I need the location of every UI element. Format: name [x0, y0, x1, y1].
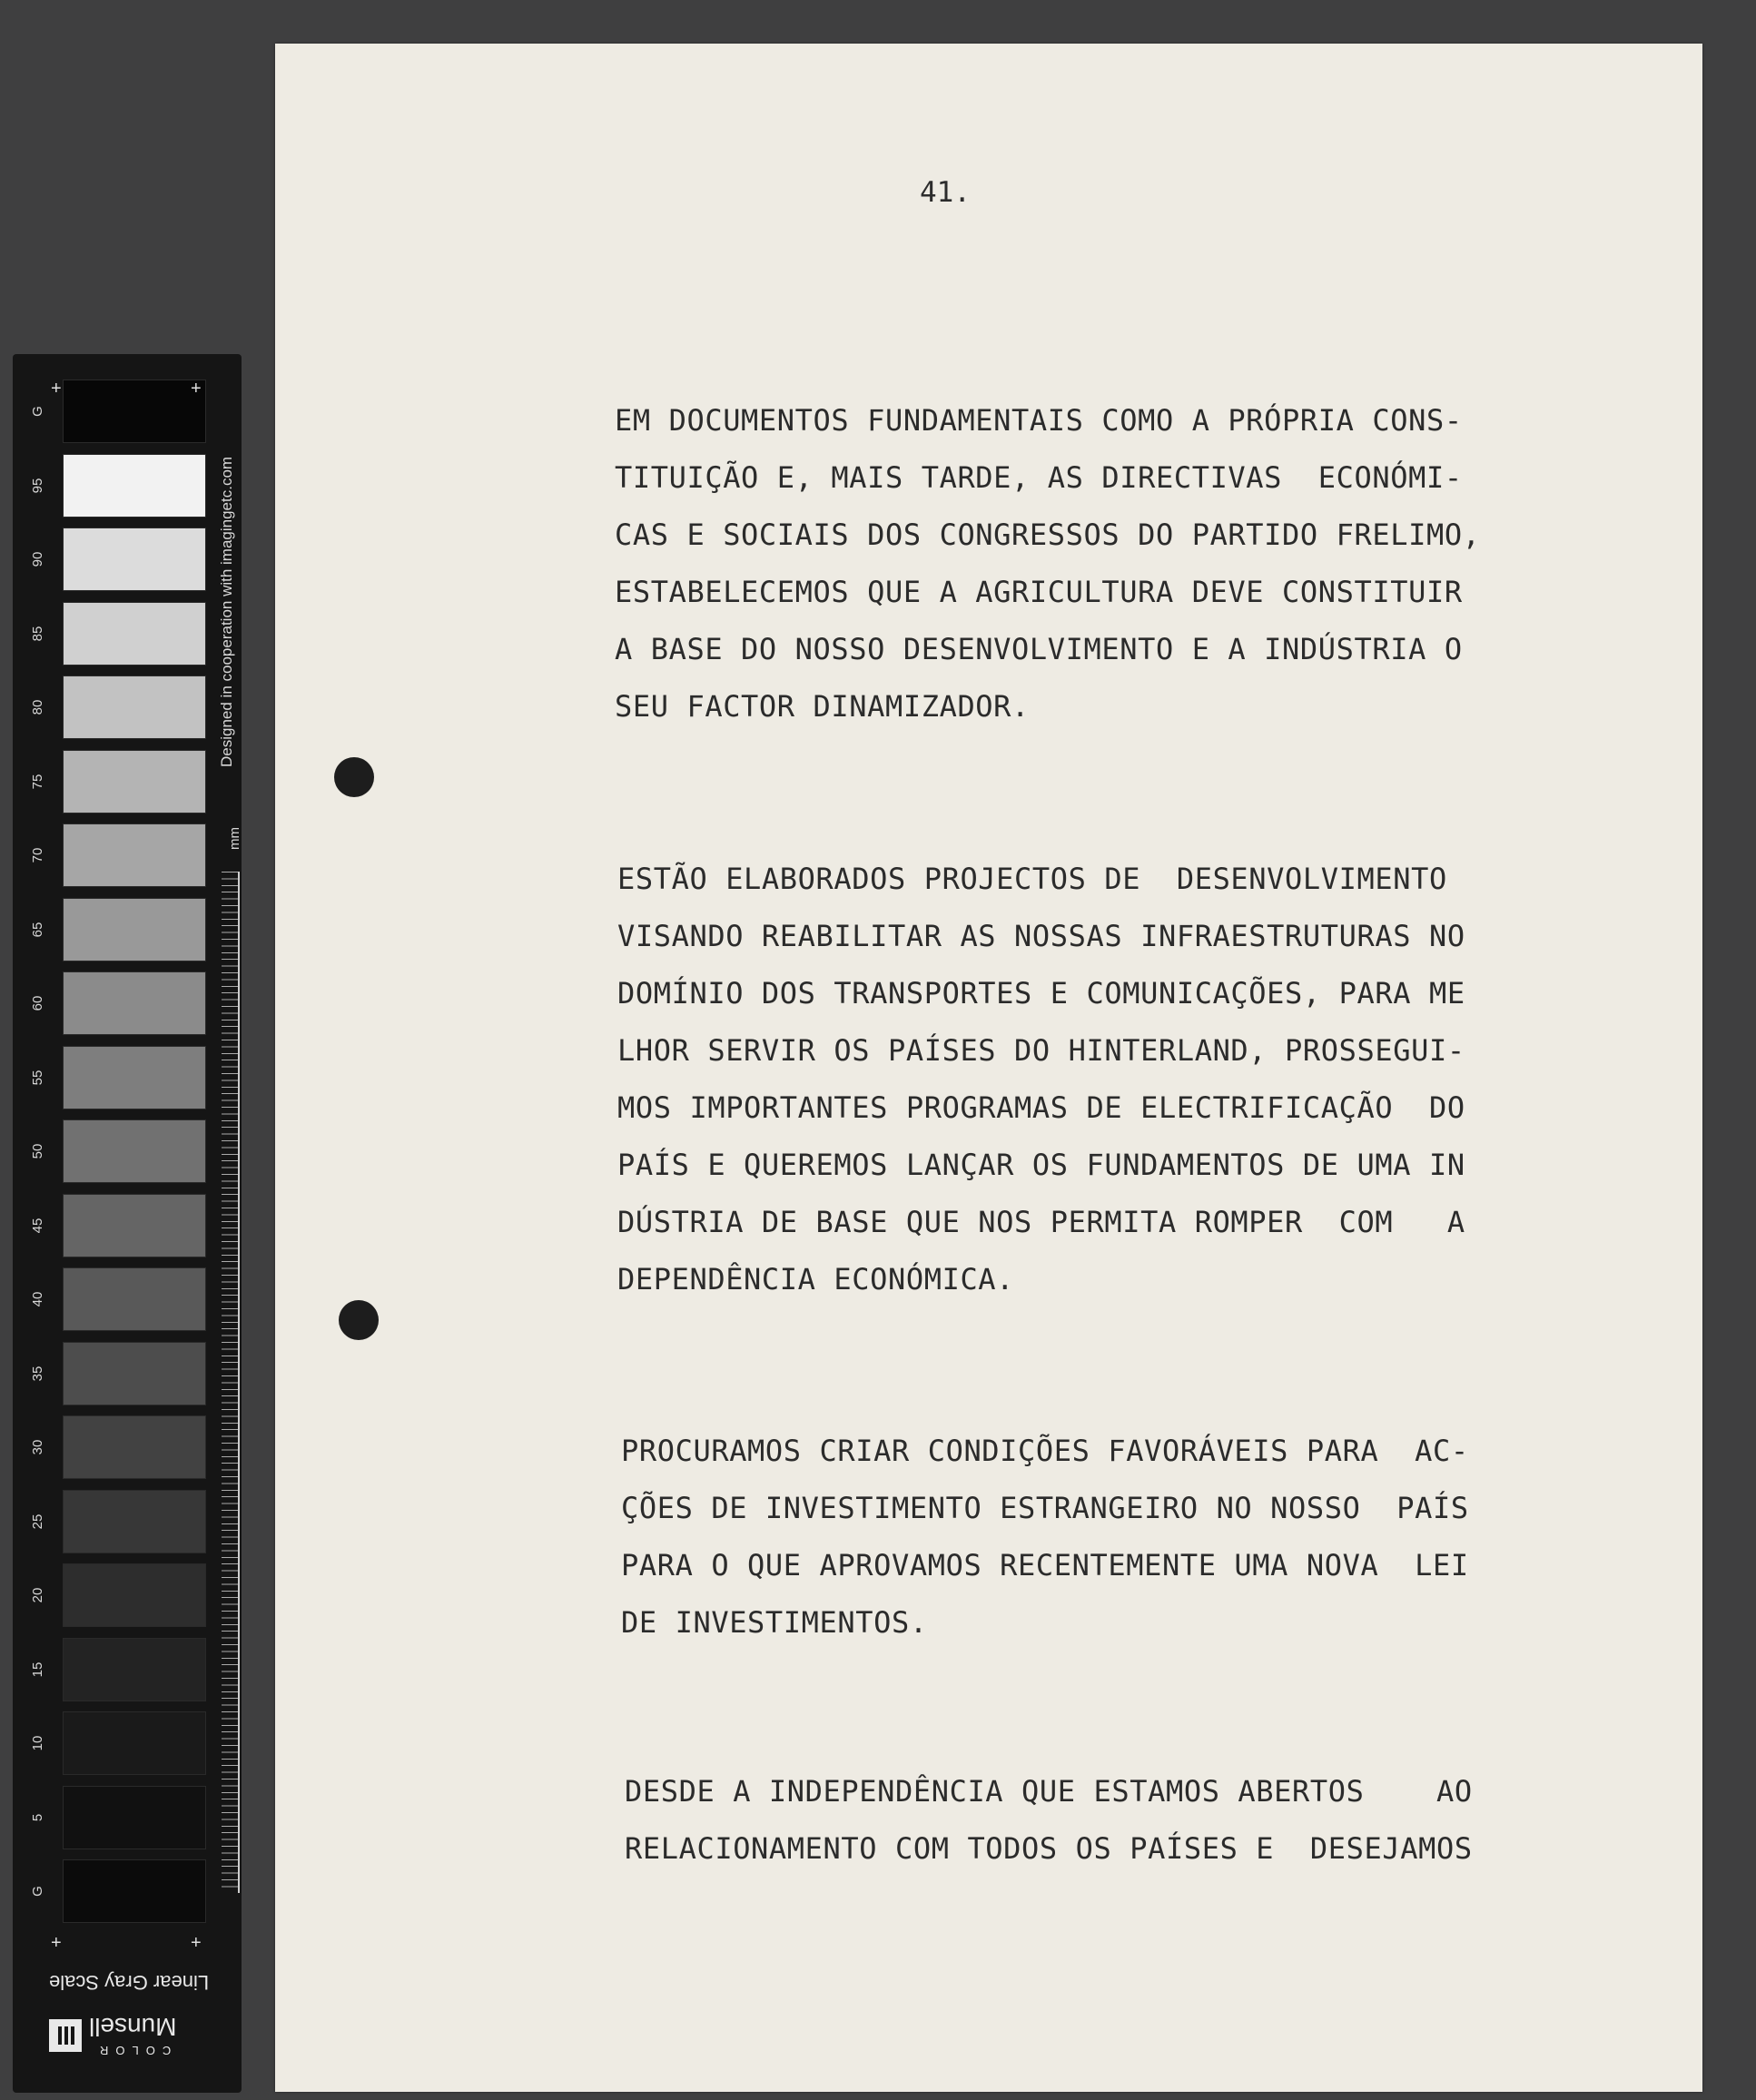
gray-scale-number: G — [30, 1886, 45, 1897]
gray-patch — [63, 971, 206, 1035]
gray-patch — [63, 454, 206, 518]
gray-scale-number: 65 — [30, 922, 45, 937]
text-line: DESDE A INDEPENDÊNCIA QUE ESTAMOS ABERTOS AO — [625, 1774, 1473, 1809]
text-line: ÇÕES DE INVESTIMENTO ESTRANGEIRO NO NOSSO PAÍS — [621, 1491, 1469, 1525]
gray-scale-number: 90 — [30, 551, 45, 567]
gray-patch — [63, 1415, 206, 1479]
gray-scale-number: 35 — [30, 1365, 45, 1381]
punch-hole — [339, 1300, 379, 1340]
text-line: PROCURAMOS CRIAR CONDIÇÕES FAVORÁVEIS PARA AC- — [621, 1434, 1469, 1468]
text-line: PARA O QUE APROVAMOS RECENTEMENTE UMA NOVA LEI — [621, 1548, 1469, 1582]
brand-sub: COLOR — [93, 2044, 172, 2057]
gray-patch — [63, 750, 206, 813]
card-side-text: Designed in cooperation with imagingetc.com — [218, 456, 235, 767]
gray-scale-card — [13, 354, 242, 2093]
gray-patch — [63, 1859, 206, 1923]
document-page — [275, 44, 1702, 2092]
text-line: DÚSTRIA DE BASE QUE NOS PERMITA ROMPER COM A — [617, 1205, 1465, 1239]
punch-hole — [334, 757, 374, 797]
text-line: ESTABELECEMOS QUE A AGRICULTURA DEVE CONSTITUIR — [615, 575, 1463, 609]
gray-scale-number: 20 — [30, 1587, 45, 1603]
gray-scale-number: 95 — [30, 478, 45, 493]
gray-scale-number: 45 — [30, 1218, 45, 1233]
text-line: A BASE DO NOSSO DESENVOLVIMENTO E A INDÚSTRIA O — [615, 632, 1463, 666]
mm-label: mm — [227, 827, 242, 850]
text-line: PAÍS E QUEREMOS LANÇAR OS FUNDAMENTOS DE UMA IN — [617, 1148, 1465, 1182]
gray-patch — [63, 1119, 206, 1183]
text-line: VISANDO REABILITAR AS NOSSAS INFRAESTRUTURAS NO — [617, 919, 1465, 953]
text-line: LHOR SERVIR OS PAÍSES DO HINTERLAND, PROSSEGUI- — [617, 1033, 1465, 1068]
gray-patch — [63, 898, 206, 961]
mm-ruler — [222, 872, 240, 1893]
page-number: 41. — [920, 176, 971, 209]
gray-scale-number: 70 — [30, 847, 45, 863]
text-line: MOS IMPORTANTES PROGRAMAS DE ELECTRIFICAÇÃO DO — [617, 1090, 1465, 1125]
gray-patch — [63, 527, 206, 591]
gray-scale-number: 5 — [30, 1813, 45, 1821]
paragraph-3 — [621, 1423, 1469, 1651]
gray-scale-number: 40 — [30, 1291, 45, 1307]
mm-ruler-line — [238, 872, 240, 1893]
text-line: SEU FACTOR DINAMIZADOR. — [615, 689, 1030, 724]
gray-scale-number: 80 — [30, 699, 45, 715]
gray-scale-number: 60 — [30, 995, 45, 1011]
gray-patch — [63, 1342, 206, 1405]
gray-patch — [63, 1638, 206, 1701]
gray-scale-number: 15 — [30, 1661, 45, 1677]
gray-patch — [63, 1490, 206, 1553]
paragraph-1 — [615, 392, 1481, 735]
gray-scale-number: G — [30, 406, 45, 417]
registration-plus-icon: + — [51, 379, 62, 399]
gray-scale-number: 25 — [30, 1513, 45, 1529]
text-line: RELACIONAMENTO COM TODOS OS PAÍSES E DESEJAMOS — [625, 1831, 1473, 1866]
gray-patch — [63, 1711, 206, 1775]
text-line: DE INVESTIMENTOS. — [621, 1605, 928, 1640]
brand-name: Munsell — [89, 2013, 177, 2041]
gray-patch — [63, 823, 206, 887]
text-line: CAS E SOCIAIS DOS CONGRESSOS DO PARTIDO FRELIMO, — [615, 518, 1481, 552]
gray-scale-numbers — [13, 354, 56, 2093]
text-line: EM DOCUMENTOS FUNDAMENTAIS COMO A PRÓPRIA CONS- — [615, 403, 1463, 438]
text-line: DEPENDÊNCIA ECONÓMICA. — [617, 1262, 1015, 1296]
gray-scale-number: 50 — [30, 1143, 45, 1159]
gray-patch — [63, 1046, 206, 1109]
gray-patch — [63, 380, 206, 443]
registration-plus-icon: + — [191, 1933, 202, 1953]
gray-patch — [63, 1267, 206, 1331]
paragraph-4 — [625, 1763, 1473, 1878]
card-title: Linear Gray Scale — [49, 1971, 210, 1994]
munsell-logo — [49, 2006, 194, 2061]
gray-patch — [63, 602, 206, 665]
gray-scale-number: 75 — [30, 774, 45, 789]
text-line: ESTÃO ELABORADOS PROJECTOS DE DESENVOLVIMENTO — [617, 862, 1447, 896]
gray-patch — [63, 1194, 206, 1257]
gray-patch — [63, 1563, 206, 1627]
gray-patch — [63, 1786, 206, 1849]
gray-scale-number: 85 — [30, 626, 45, 641]
gray-scale-number: 30 — [30, 1439, 45, 1455]
registration-plus-icon: + — [191, 379, 202, 399]
paragraph-2 — [617, 851, 1465, 1308]
registration-plus-icon: + — [51, 1933, 62, 1953]
gray-patch — [63, 675, 206, 739]
gray-scale-number: 55 — [30, 1070, 45, 1085]
text-line: TITUIÇÃO E, MAIS TARDE, AS DIRECTIVAS ECONÓMI- — [615, 460, 1463, 495]
munsell-logo-icon — [49, 2019, 82, 2052]
gray-scale-number: 10 — [30, 1735, 45, 1751]
text-line: DOMÍNIO DOS TRANSPORTES E COMUNICAÇÕES, PARA ME — [617, 976, 1465, 1011]
